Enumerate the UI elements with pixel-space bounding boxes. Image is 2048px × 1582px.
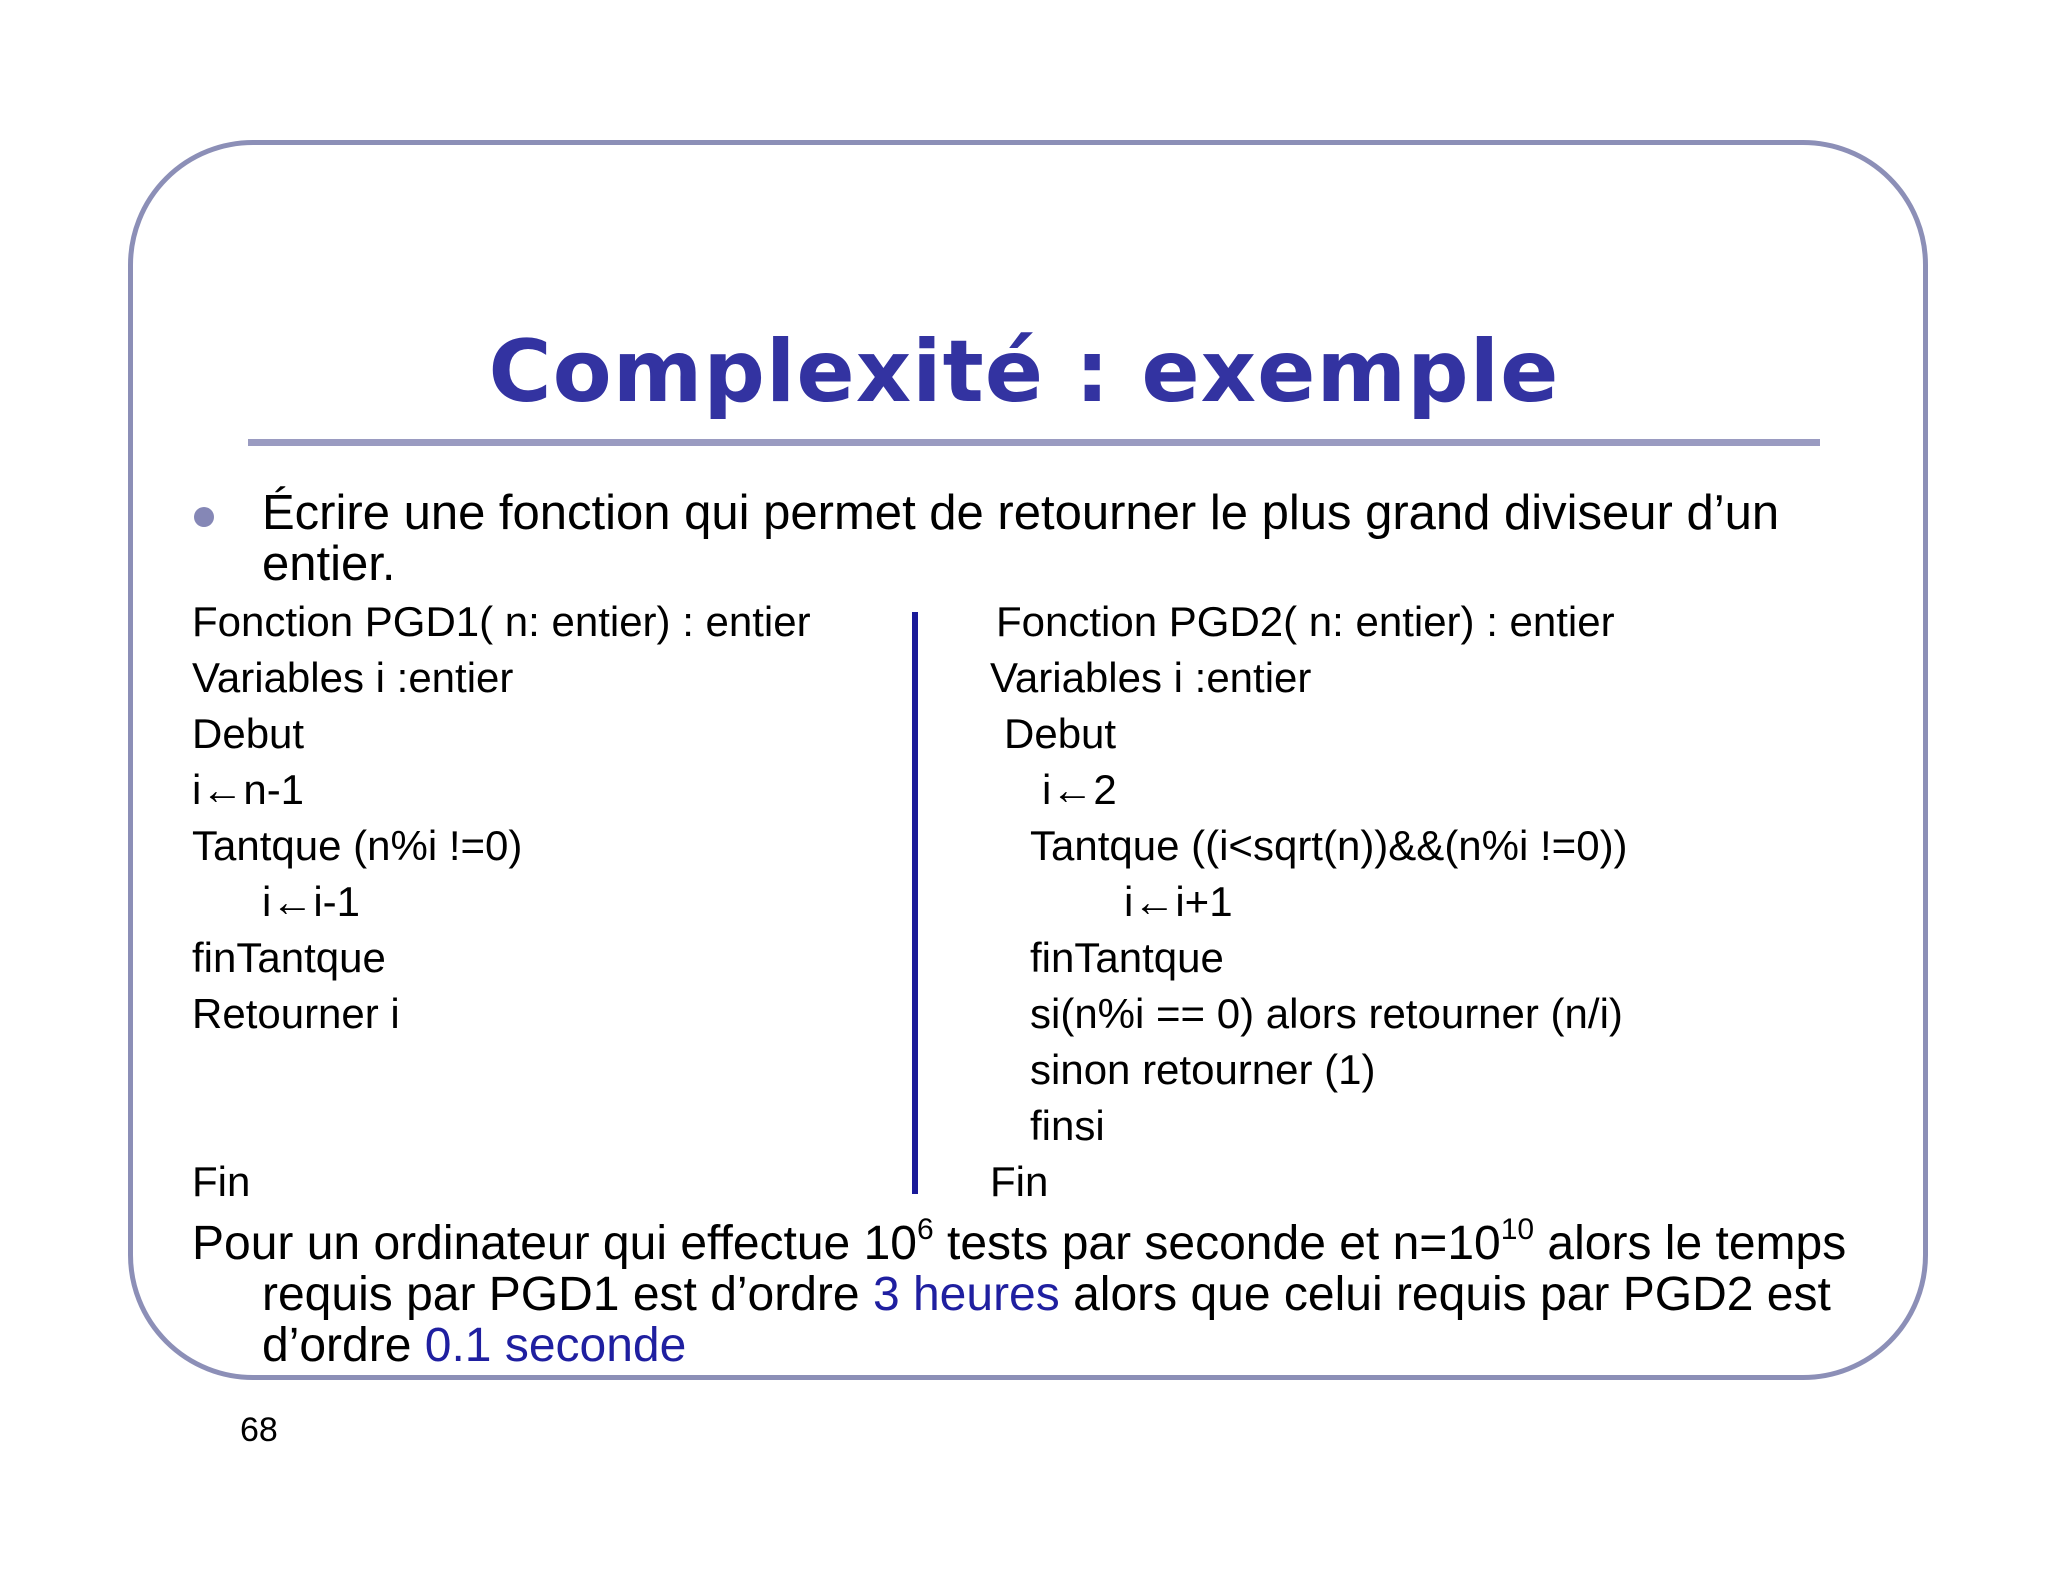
code-line: finTantque	[1030, 934, 1224, 981]
code-line: Variables i :entier	[192, 654, 514, 701]
title-underline	[248, 439, 1820, 446]
code-line: finTantque	[192, 934, 386, 981]
conclusion-part: Pour un ordinateur qui effectue 10	[192, 1217, 917, 1270]
highlight-duration-pgd1: 3 heures	[872, 1268, 1060, 1321]
code-line: i←i-1	[262, 878, 361, 925]
bullet-text: Écrire une fonction qui permet de retourner le plus grand diviseur d’un entier.	[262, 486, 1780, 591]
code-line: Retourner i	[192, 990, 400, 1037]
code-line: sinon retourner (1)	[1030, 1046, 1376, 1093]
code-line: Fin	[192, 1158, 251, 1205]
page-number: 68	[240, 1411, 278, 1449]
code-line: i←2	[1042, 766, 1117, 813]
code-line: i←i+1	[1124, 878, 1233, 925]
column-divider	[912, 612, 918, 1194]
highlight-duration-pgd2: 0.1 seconde	[424, 1319, 687, 1372]
code-line: Variables i :entier	[990, 654, 1312, 701]
exponent: 6	[916, 1213, 934, 1246]
code-line: Tantque ((i<sqrt(n))&&(n%i !=0))	[1030, 822, 1628, 869]
code-line: Debut	[192, 710, 305, 757]
code-line: Debut	[1004, 710, 1117, 757]
code-line: Fonction PGD1( n: entier) : entier	[192, 598, 811, 645]
conclusion-part: alors le temps requis par PGD1 est d’ordre	[262, 1217, 1847, 1321]
bullet-dot-icon	[194, 507, 214, 527]
code-line: Tantque (n%i !=0)	[192, 822, 523, 869]
exponent: 10	[1500, 1213, 1535, 1246]
code-line: Fin	[990, 1158, 1049, 1205]
code-line: finsi	[1030, 1102, 1105, 1149]
code-line: Fonction PGD2( n: entier) : entier	[996, 598, 1615, 645]
slide-title: Complexité : exemple	[488, 322, 1560, 422]
code-line: si(n%i == 0) alors retourner (n/i)	[1030, 990, 1623, 1037]
conclusion-part: tests par seconde et n=10	[933, 1217, 1501, 1270]
conclusion-part: alors que celui requis par PGD2 est d’ordre	[262, 1268, 1831, 1372]
code-line: i←n-1	[192, 766, 305, 813]
conclusion-text	[192, 1213, 1912, 1372]
